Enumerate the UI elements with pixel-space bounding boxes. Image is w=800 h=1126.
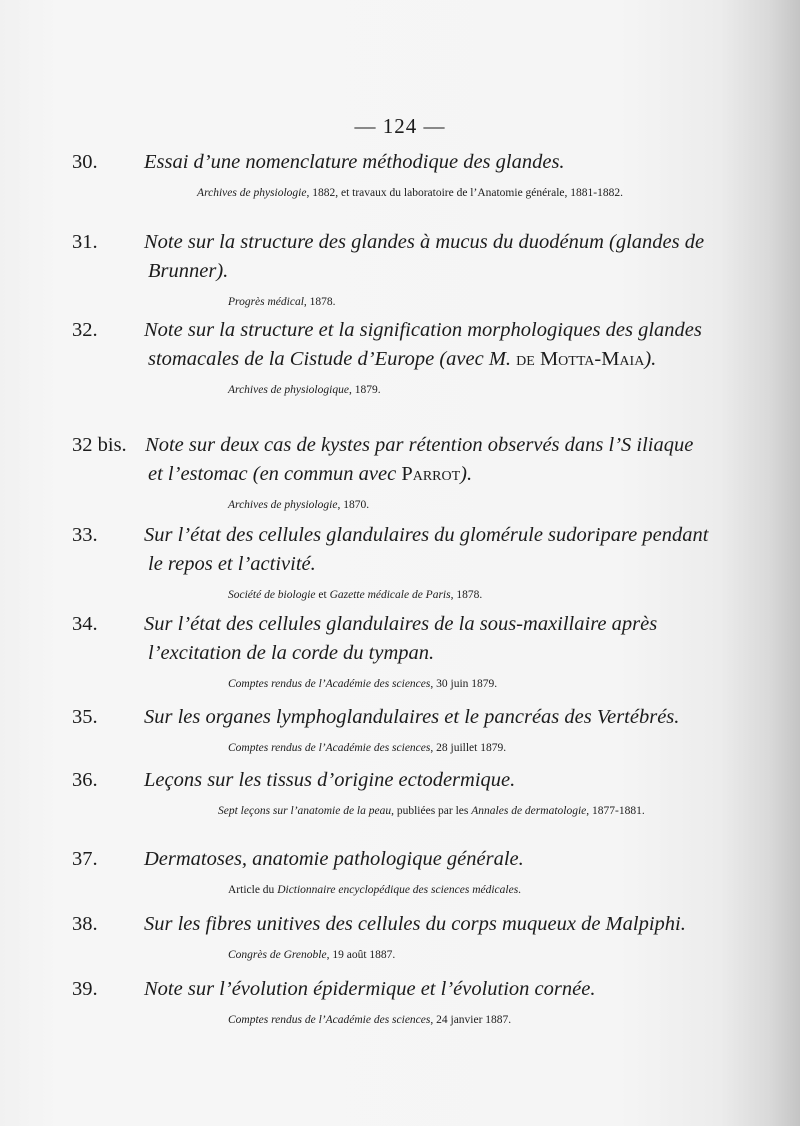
entry-reference [110, 882, 710, 898]
reference-prefix: Article du [228, 884, 278, 896]
entry-title [72, 703, 710, 732]
entry-title-text: Note sur la structure et la signification morphologiques des glandes stomacales de la Cistude d’Europe (avec M. [144, 319, 702, 370]
entry-reference [110, 676, 710, 692]
reference-source: Congrès de Grenoble [228, 949, 327, 961]
entry-38 [72, 910, 710, 963]
reference-detail: , 1879. [348, 384, 381, 396]
reference-detail: , 1870. [337, 499, 370, 511]
entry-number: 35. [72, 706, 98, 728]
reference-detail: , 24 janvier 1887. [430, 1014, 512, 1026]
reference-source-2: Gazette médicale de Paris [329, 589, 451, 601]
entry-title [72, 610, 710, 668]
entry-title [72, 766, 710, 795]
entry-reference [110, 947, 710, 963]
entry-title-text: Sur l’état des cellules glandulaires de la sous-maxillaire après l’excitation de la corde du tympan. [144, 613, 658, 664]
entry-title-text: Note sur deux cas de kystes par rétention observés dans l’S iliaque et l’estomac (en commun avec [145, 434, 694, 485]
reference-source: Archives de physiologie [197, 187, 307, 199]
entry-title [72, 845, 710, 874]
entry-reference [110, 382, 710, 398]
coauthor-name: de Motta-Maia [516, 348, 645, 370]
entry-35 [72, 703, 710, 756]
reference-source: Archives de physiologie [228, 499, 338, 511]
reference-source-2: Annales de dermatologie [471, 805, 587, 817]
reference-joiner: , publiées par les [391, 805, 472, 817]
reference-detail: , 1882, et travaux du laboratoire de l’Anatomie générale, 1881-1882. [306, 187, 623, 199]
entry-number: 30. [72, 151, 98, 173]
entry-title [72, 910, 710, 939]
entry-32 [72, 316, 710, 398]
entry-number: 31. [72, 231, 98, 253]
entry-number: 32 bis. [72, 434, 127, 456]
entry-title-text: Leçons sur les tissus d’origine ectodermique. [144, 769, 516, 791]
entry-reference [110, 587, 710, 603]
entry-title-text: Sur les organes lymphoglandulaires et le pancréas des Vertébrés. [144, 706, 680, 728]
reference-source: Archives de physiologique [228, 384, 349, 396]
reference-source: Dictionnaire encyclopédique des sciences médicales [277, 884, 519, 896]
reference-detail: , 28 juillet 1879. [430, 742, 507, 754]
entry-reference [110, 185, 710, 201]
entry-title-text: Note sur la structure des glandes à mucus du duodénum (glandes de Brunner). [144, 231, 705, 282]
reference-detail: , 30 juin 1879. [430, 678, 498, 690]
reference-source: Comptes rendus de l’Académie des sciences [228, 678, 431, 690]
entry-title [72, 521, 710, 579]
reference-source: Société de biologie [228, 589, 316, 601]
entry-reference [110, 803, 710, 819]
entry-reference [110, 497, 710, 513]
reference-source: Sept leçons sur l’anatomie de la peau [218, 805, 392, 817]
entry-title-text: Note sur l’évolution épidermique et l’évolution cornée. [144, 978, 596, 1000]
entry-number: 34. [72, 613, 98, 635]
reference-detail: , 1878. [450, 589, 483, 601]
entry-31 [72, 228, 710, 310]
entry-36 [72, 766, 710, 819]
entry-reference [110, 294, 710, 310]
entry-34 [72, 610, 710, 692]
entry-title [72, 975, 710, 1004]
entry-title-end: ). [460, 463, 473, 485]
entry-title [72, 228, 710, 286]
entry-number: 36. [72, 769, 98, 791]
entry-title [72, 431, 710, 489]
entry-reference [110, 740, 710, 756]
reference-source: Comptes rendus de l’Académie des sciences [228, 1014, 431, 1026]
entry-title [72, 316, 710, 374]
reference-detail: , 19 août 1887. [326, 949, 396, 961]
entry-number: 39. [72, 978, 98, 1000]
reference-detail: , 1878. [303, 296, 336, 308]
entry-title-text: Essai d’une nomenclature méthodique des glandes. [144, 151, 565, 173]
entry-number: 37. [72, 848, 98, 870]
reference-detail: . [518, 884, 522, 896]
entry-number: 32. [72, 319, 98, 341]
entry-number: 38. [72, 913, 98, 935]
entry-37 [72, 845, 710, 898]
entry-reference [110, 1012, 710, 1028]
reference-detail: , 1877-1881. [586, 805, 645, 817]
entry-32-bis [72, 431, 710, 513]
entry-title-end: ). [644, 348, 657, 370]
entry-title [72, 148, 710, 177]
reference-source: Comptes rendus de l’Académie des sciences [228, 742, 431, 754]
entry-title-text: Sur l’état des cellules glandulaires du glomérule sudoripare pendant le repos et l’activité. [144, 524, 709, 575]
entry-39 [72, 975, 710, 1028]
entry-33 [72, 521, 710, 603]
entry-title-text: Dermatoses, anatomie pathologique générale. [144, 848, 524, 870]
reference-source: Progrès médical [228, 296, 304, 308]
entry-number: 33. [72, 524, 98, 546]
entry-title-text: Sur les fibres unitives des cellules du corps muqueux de Malpiphi. [144, 913, 686, 935]
page-number: — 124 — [354, 114, 446, 138]
reference-joiner: et [315, 589, 330, 601]
coauthor-name: Parrot [401, 463, 461, 485]
entry-30 [72, 148, 710, 201]
